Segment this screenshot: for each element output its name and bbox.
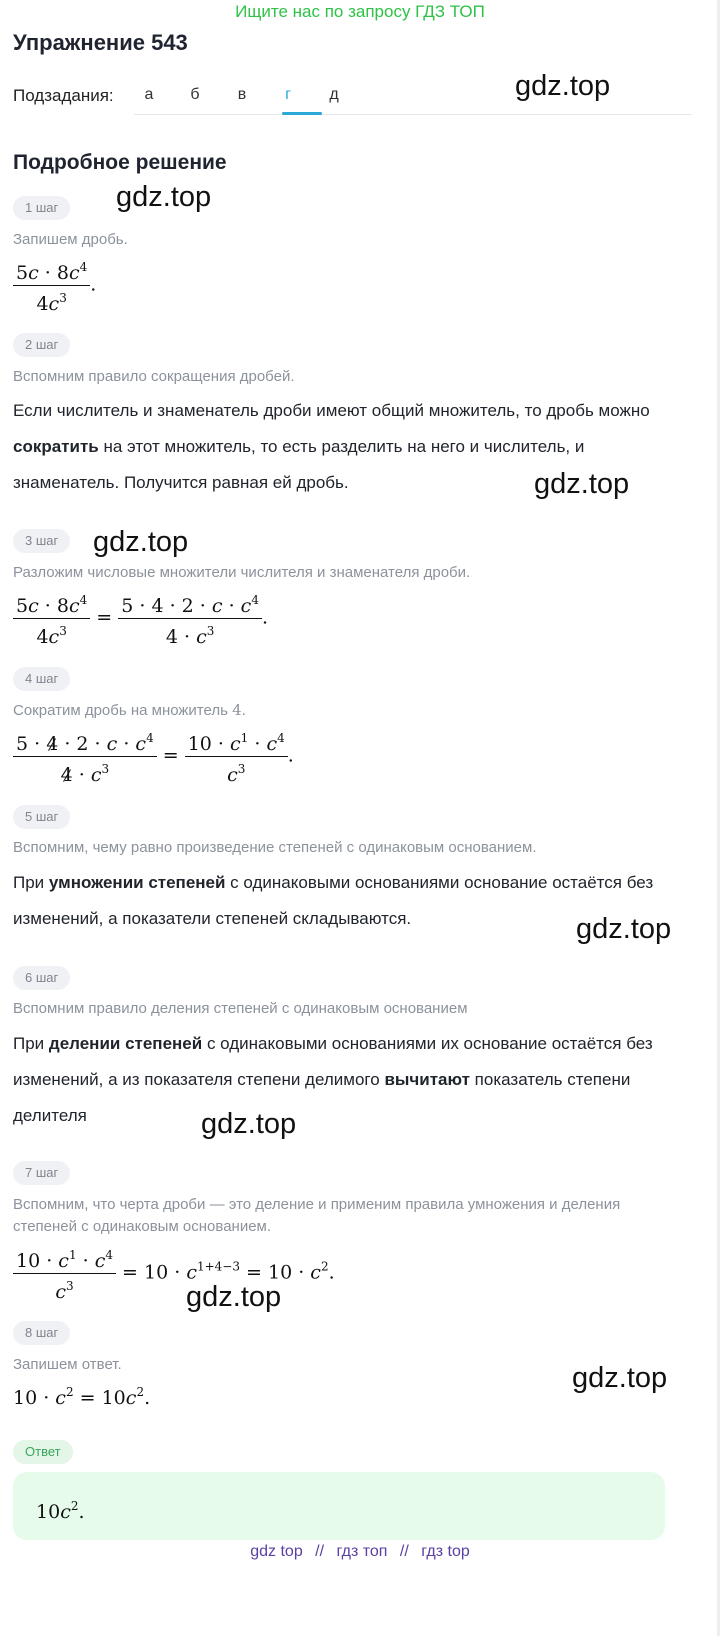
subtask-tab-a[interactable]: а: [144, 86, 154, 103]
step-7-badge: 7 шаг: [13, 1161, 70, 1185]
step-5-rule: При умножении степеней с одинаковыми основаниями основание остаётся без изменений, а показатели степеней складываются.: [13, 873, 654, 928]
subtask-tab-b[interactable]: б: [190, 86, 200, 103]
watermark: gdz.top: [572, 1362, 668, 1394]
step-1-hint: Запишем дробь.: [13, 231, 128, 248]
step-1-formula: $\frac{5c \cdot 8c^4}{4c^3}$ .: [13, 255, 96, 316]
footer-links: [0, 1543, 720, 1561]
step-5-badge: 5 шаг: [13, 805, 70, 829]
watermark: gdz.top: [93, 526, 189, 558]
step-2-hint: Вспомним правило сокращения дробей.: [13, 368, 295, 385]
subtask-tab-v[interactable]: в: [237, 86, 247, 103]
footer-link-gdz-top-mixed[interactable]: гдз top: [421, 1543, 470, 1560]
step-6-rule: При делении степеней с одинаковыми основаниями их основание остаётся без изменений, а из показателя степени делимого вычитают показатель степени делителя: [13, 1034, 653, 1125]
page-title: Упражнение 543: [13, 30, 188, 55]
watermark: gdz.top: [515, 70, 611, 102]
watermark: gdz.top: [116, 181, 212, 213]
answer-badge: Ответ: [13, 1440, 73, 1464]
footer-link-gdz-top[interactable]: gdz top: [250, 1543, 303, 1560]
step-1-badge: 1 шаг: [13, 196, 70, 220]
step-2-badge: 2 шаг: [13, 333, 70, 357]
step-4-hint: Сократим дробь на множитель 4.: [13, 701, 246, 719]
subtasks-label: Подзадания:: [13, 86, 114, 105]
step-7-hint: Вспомним, что черта дроби — это деление и применим правила умножения и деления степеней с одинаковым основанием.: [13, 1196, 621, 1235]
subtask-tab-d[interactable]: д: [329, 86, 339, 103]
step-8-hint: Запишем ответ.: [13, 1356, 122, 1373]
step-6-badge: 6 шаг: [13, 966, 70, 990]
step-5-hint: Вспомним, чему равно произведение степеней с одинаковым основанием.: [13, 839, 537, 856]
subtasks-divider: [134, 114, 692, 115]
step-3-badge: 3 шаг: [13, 529, 70, 553]
watermark: gdz.top: [201, 1108, 297, 1140]
watermark: gdz.top: [576, 913, 672, 945]
search-banner: Ищите нас по запросу ГДЗ ТОП: [235, 2, 485, 21]
section-title: Подробное решение: [13, 151, 227, 174]
step-4-formula: $\frac{5 \cdot 4 \cdot 2 \cdot c \cdot c^4}{4 \cdot c^3}$ = $\frac{10 \cdot c^1 \cdot c^4}{c^3}$ .: [13, 726, 294, 787]
watermark: gdz.top: [186, 1281, 282, 1313]
footer-separator: //: [399, 1543, 409, 1560]
step-3-formula: $\frac{5c \cdot 8c^4}{4c^3}$ = $\frac{5 \cdot 4 \cdot 2 \cdot c \cdot c^4}{4 \cdot c^3}$ .: [13, 588, 268, 649]
step-3-hint: Разложим числовые множители числителя и знаменателя дроби.: [13, 564, 471, 581]
subtask-tab-g-active[interactable]: г: [285, 86, 291, 103]
step-4-badge: 4 шаг: [13, 667, 70, 691]
answer-formula: $10c^2$.: [36, 1499, 85, 1523]
step-8-formula: $10 \cdot c^2 = 10c^2$.: [13, 1385, 151, 1409]
step-8-badge: 8 шаг: [13, 1321, 70, 1345]
step-7-formula: $\frac{10 \cdot c^1 \cdot c^4}{c^3}$ = $10 \cdot c^{1+4-3} = 10 \cdot c^2$.: [13, 1243, 335, 1304]
step-2-rule: Если числитель и знаменатель дроби имеют общий множитель, то дробь можно сократить на этот множитель, то есть разделить на него и числитель, и знаменатель. Получится равная ей дробь.: [13, 401, 650, 492]
footer-separator: //: [315, 1543, 325, 1560]
watermark: gdz.top: [534, 468, 630, 500]
step-6-hint: Вспомним правило деления степеней с одинаковым основанием: [13, 1000, 468, 1017]
answer-box: [13, 1472, 665, 1540]
active-tab-indicator: [282, 112, 322, 115]
footer-link-gdz-top-ru[interactable]: гдз топ: [336, 1543, 388, 1560]
